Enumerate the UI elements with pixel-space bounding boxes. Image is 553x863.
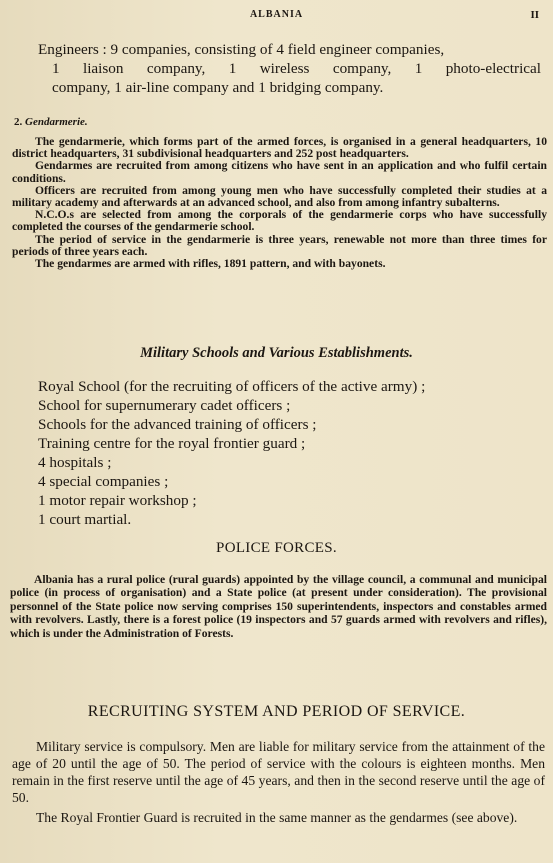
section-title: Gendarmerie. xyxy=(25,116,88,128)
engineers-line-3: company, 1 air-line company and 1 bridging company. xyxy=(52,79,384,96)
gendarmerie-section-label xyxy=(14,116,88,128)
recruiting-paragraph: Military service is compulsory. Men are liable for military service from the attainment of the age of 20 until the age of 50. The period of service with the colours is eighteen months. Men remain in the first reserve until the age of 45 years, and then in the second reserve until the age of 50. xyxy=(12,739,545,805)
engineers-line-2: 1 liaison company, 1 wireless company, 1 photo-electrical xyxy=(52,60,541,77)
list-item: 1 motor repair workshop ; xyxy=(38,492,197,509)
list-item: Training centre for the royal frontier guard ; xyxy=(38,435,306,452)
list-item: 4 special companies ; xyxy=(38,473,169,490)
police-heading: POLICE FORCES. xyxy=(216,540,337,556)
police-paragraph: Albania has a rural police (rural guards) appointed by the village council, a communal and municipal police (in process of organisation) and a State police (at present under consideration). The provisional personnel of the State police now serving comprises 150 superintendents, inspectors and constables armed with revolvers. Lastly, there is a forest police (19 inspectors and 57 guards armed with revolvers and rifles), which is under the Administration of Forests. xyxy=(10,573,547,640)
page-number: II xyxy=(530,9,539,21)
schools-heading: Military Schools and Various Establishments. xyxy=(140,345,413,361)
gendarmerie-body xyxy=(0,136,553,270)
schools-list xyxy=(0,377,553,529)
list-item: School for supernumerary cadet officers ; xyxy=(38,397,291,414)
running-header xyxy=(0,9,553,25)
section-number: 2. xyxy=(14,116,23,128)
gendarmerie-paragraph: The gendarmerie, which forms part of the armed forces, is organised in a general headquarters, 10 district headquarters, 31 subdivisional headquarters and 252 post headquarters. xyxy=(12,135,547,161)
gendarmerie-paragraph: The gendarmes are armed with rifles, 1891 pattern, and with bayonets. xyxy=(35,257,386,271)
running-title: ALBANIA xyxy=(249,9,304,20)
gendarmerie-paragraph: N.C.O.s are selected from among the corporals of the gendarmerie corps who have successfully completed the courses of the gendarmerie school. xyxy=(12,208,547,234)
engineers-line-1: Engineers : 9 companies, consisting of 4 field engineer companies, xyxy=(38,41,445,58)
gendarmerie-paragraph: Gendarmes are recruited from among citizens who have sent in an application and who fulfil certain conditions. xyxy=(12,159,547,185)
recruiting-heading: RECRUITING SYSTEM AND PERIOD OF SERVICE. xyxy=(87,703,466,720)
recruiting-paragraph: The Royal Frontier Guard is recruited in the same manner as the gendarmes (see above). xyxy=(36,810,518,825)
gendarmerie-paragraph: The period of service in the gendarmerie is three years, renewable not more than three times for periods of three years each. xyxy=(12,232,547,258)
engineers-paragraph xyxy=(0,40,553,97)
list-item: 1 court martial. xyxy=(38,511,132,528)
police-body xyxy=(0,573,553,640)
list-item: Schools for the advanced training of officers ; xyxy=(38,416,317,433)
list-item: 4 hospitals ; xyxy=(38,454,112,471)
list-item: Royal School (for the recruiting of officers of the active army) ; xyxy=(38,378,426,395)
gendarmerie-paragraph: Officers are recruited from among young men who have successfully completed their studies at a military academy and afterwards at an advanced school, and also from among infantry subalterns. xyxy=(12,183,547,210)
recruiting-body xyxy=(0,738,553,826)
